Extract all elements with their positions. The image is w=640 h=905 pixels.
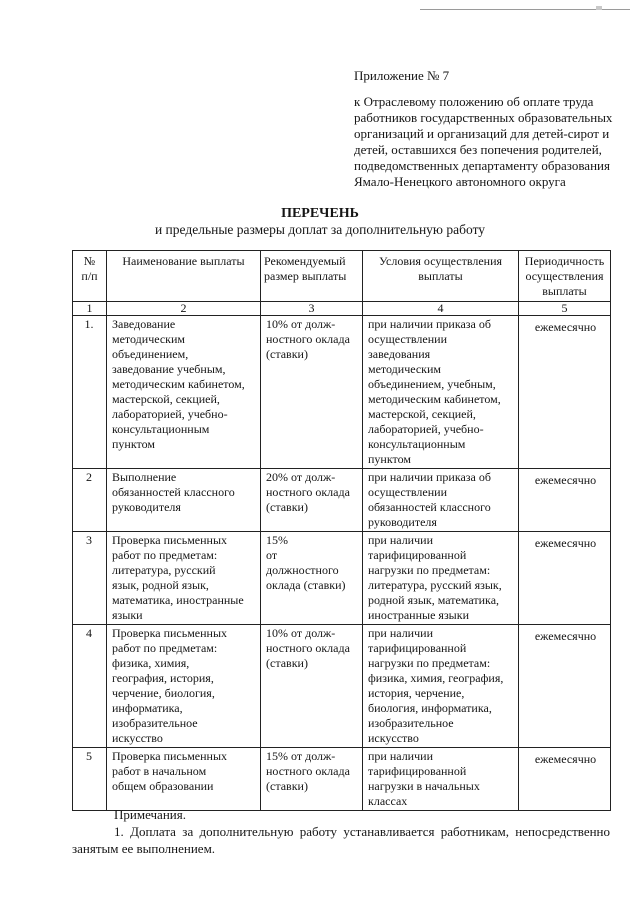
column-number: 5 bbox=[519, 302, 611, 316]
cell-line: тарифицированной bbox=[368, 548, 467, 562]
allowances-table bbox=[72, 250, 611, 811]
payment-period: ежемесячно bbox=[534, 752, 597, 766]
cell-line: классах bbox=[368, 794, 408, 808]
payment-conditions-cell bbox=[363, 469, 519, 532]
cell-line: осуществлении bbox=[368, 332, 447, 346]
notes-heading: Примечания. bbox=[114, 807, 186, 822]
cell-line: от bbox=[266, 548, 278, 562]
header-cell-period: Периодичность осуществления выплаты bbox=[519, 251, 611, 302]
appendix-line: работников государственных образовательных bbox=[354, 110, 613, 125]
cell-line: осуществлении bbox=[368, 485, 447, 499]
payment-size-cell bbox=[261, 625, 363, 748]
cell-line: (ставки) bbox=[266, 779, 308, 793]
cell-line: пунктом bbox=[368, 452, 411, 466]
cell-line: нагрузки в начальных bbox=[368, 779, 480, 793]
cell-line: тарифицированной bbox=[368, 764, 467, 778]
cell-line: нагрузки по предметам: bbox=[368, 656, 491, 670]
payment-period-cell bbox=[519, 469, 611, 532]
cell-line: 20% от долж- bbox=[266, 470, 336, 484]
row-number: 4 bbox=[86, 626, 92, 640]
cell-line: оклада (ставки) bbox=[266, 578, 346, 592]
cell-line: объединением, учебным, bbox=[368, 377, 496, 391]
payment-period-cell bbox=[519, 625, 611, 748]
appendix-line: организаций и организаций для детей-сирот и bbox=[354, 126, 610, 141]
payment-size-cell bbox=[261, 469, 363, 532]
table-header-row bbox=[73, 251, 611, 302]
note-item: 1. Доплата за дополнительную работу устанавливается работникам, непосредственно занятым ее выполнением. bbox=[72, 824, 610, 856]
cell-line: при наличии приказа об bbox=[368, 470, 491, 484]
row-number: 1. bbox=[84, 317, 94, 331]
payment-conditions-cell bbox=[363, 316, 519, 469]
appendix-line: подведомственных департаменту образования bbox=[354, 158, 610, 173]
document-heading bbox=[0, 206, 640, 238]
cell-line: методическим кабинетом, bbox=[112, 377, 245, 391]
cell-line: Проверка письменных bbox=[112, 749, 228, 763]
table-body bbox=[73, 251, 611, 811]
cell-line: лабораторией, учебно- bbox=[368, 422, 484, 436]
cell-line: физика, химия, bbox=[112, 656, 190, 670]
cell-line: искусство bbox=[368, 731, 419, 745]
cell-line: ностного оклада bbox=[266, 332, 350, 346]
payment-size-cell bbox=[261, 316, 363, 469]
cell-line: при наличии bbox=[368, 533, 433, 547]
table-row bbox=[73, 625, 611, 748]
cell-line: родной язык, математика, bbox=[368, 593, 500, 607]
cell-line: методическим кабинетом, bbox=[368, 392, 501, 406]
cell-line: руководителя bbox=[368, 515, 437, 529]
cell-line: 15% bbox=[266, 533, 288, 547]
cell-line: информатика, bbox=[112, 701, 183, 715]
appendix-line: к Отраслевому положению об оплате труда bbox=[354, 94, 594, 109]
cell-line: биология, информатика, bbox=[368, 701, 492, 715]
row-number-cell bbox=[73, 316, 107, 469]
cell-line: работ по предметам: bbox=[112, 641, 218, 655]
payment-name-cell bbox=[107, 748, 261, 811]
payment-period: ежемесячно bbox=[534, 629, 597, 643]
payment-period: ежемесячно bbox=[534, 536, 597, 550]
cell-line: методическим bbox=[368, 362, 442, 376]
cell-line: искусство bbox=[112, 731, 163, 745]
notes-section bbox=[72, 806, 610, 857]
payment-size-cell bbox=[261, 748, 363, 811]
cell-line: консультационным bbox=[112, 422, 210, 436]
cell-line: языки bbox=[112, 608, 143, 622]
cell-line: литература, русский язык, bbox=[368, 578, 502, 592]
cell-line: математика, иностранные bbox=[112, 593, 244, 607]
cell-line: общем образовании bbox=[112, 779, 214, 793]
cell-line: Выполнение bbox=[112, 470, 177, 484]
cell-line: обязанностей классного bbox=[368, 500, 491, 514]
cell-line: язык, родной язык, bbox=[112, 578, 209, 592]
payment-period: ежемесячно bbox=[534, 473, 597, 487]
payment-conditions-cell bbox=[363, 748, 519, 811]
cell-line: Проверка письменных bbox=[112, 533, 228, 547]
cell-line: физика, химия, география, bbox=[368, 671, 504, 685]
header-cell-number: № п/п bbox=[73, 251, 107, 302]
cell-line: черчение, биология, bbox=[112, 686, 215, 700]
table-row bbox=[73, 748, 611, 811]
cell-line: тарифицированной bbox=[368, 641, 467, 655]
cell-line: Проверка письменных bbox=[112, 626, 228, 640]
header-cell-conditions: Условия осуществления выплаты bbox=[363, 251, 519, 302]
cell-line: ностного оклада bbox=[266, 641, 350, 655]
cell-line: при наличии bbox=[368, 626, 433, 640]
header-cell-size: Рекомендуемый размер выплаты bbox=[261, 251, 363, 302]
table-row bbox=[73, 316, 611, 469]
row-number-cell bbox=[73, 532, 107, 625]
column-number-row bbox=[73, 302, 611, 316]
cell-line: при наличии bbox=[368, 749, 433, 763]
payment-name-cell bbox=[107, 532, 261, 625]
cell-line: мастерской, секцией, bbox=[368, 407, 476, 421]
cell-line: (ставки) bbox=[266, 656, 308, 670]
document-title: ПЕРЕЧЕНЬ bbox=[281, 206, 359, 221]
cell-line: ностного оклада bbox=[266, 485, 350, 499]
appendix-line: детей, оставшихся без попечения родителей, bbox=[354, 142, 602, 157]
cell-line: 15% от долж- bbox=[266, 749, 336, 763]
header-cell-name: Наименование выплаты bbox=[107, 251, 261, 302]
column-number: 1 bbox=[73, 302, 107, 316]
cell-line: 10% от долж- bbox=[266, 626, 336, 640]
row-number-cell bbox=[73, 469, 107, 532]
cell-line: руководителя bbox=[112, 500, 181, 514]
cell-line: иностранные языки bbox=[368, 608, 469, 622]
payment-period-cell bbox=[519, 532, 611, 625]
cell-line: история, черчение, bbox=[368, 686, 465, 700]
scan-mark bbox=[596, 6, 602, 10]
appendix-number: Приложение № 7 bbox=[354, 68, 450, 83]
cell-line: работ в начальном bbox=[112, 764, 207, 778]
cell-line: изобразительное bbox=[368, 716, 454, 730]
row-number-cell bbox=[73, 748, 107, 811]
cell-line: 10% от долж- bbox=[266, 317, 336, 331]
payment-name-cell bbox=[107, 316, 261, 469]
payment-period-cell bbox=[519, 748, 611, 811]
appendix-block bbox=[354, 68, 624, 190]
cell-line: Заведование bbox=[112, 317, 176, 331]
cell-line: ностного оклада bbox=[266, 764, 350, 778]
row-number: 3 bbox=[86, 533, 92, 547]
cell-line: (ставки) bbox=[266, 347, 308, 361]
cell-line: методическим bbox=[112, 332, 186, 346]
payment-conditions-cell bbox=[363, 625, 519, 748]
cell-line: заведования bbox=[368, 347, 431, 361]
document-subtitle: и предельные размеры доплат за дополнительную работу bbox=[154, 222, 486, 237]
appendix-line: Ямало-Ненецкого автономного округа bbox=[354, 174, 566, 189]
cell-line: мастерской, секцией, bbox=[112, 392, 220, 406]
cell-line: нагрузки по предметам: bbox=[368, 563, 491, 577]
payment-name-cell bbox=[107, 469, 261, 532]
column-number: 2 bbox=[107, 302, 261, 316]
table-row bbox=[73, 532, 611, 625]
payment-period: ежемесячно bbox=[534, 320, 597, 334]
cell-line: объединением, bbox=[112, 347, 189, 361]
row-number-cell bbox=[73, 625, 107, 748]
cell-line: пунктом bbox=[112, 437, 155, 451]
cell-line: литература, русский bbox=[112, 563, 216, 577]
cell-line: обязанностей классного bbox=[112, 485, 235, 499]
cell-line: консультационным bbox=[368, 437, 466, 451]
cell-line: заведование учебным, bbox=[112, 362, 226, 376]
payment-period-cell bbox=[519, 316, 611, 469]
row-number: 5 bbox=[86, 749, 92, 763]
cell-line: изобразительное bbox=[112, 716, 198, 730]
column-number: 3 bbox=[261, 302, 363, 316]
payment-size-cell bbox=[261, 532, 363, 625]
column-number: 4 bbox=[363, 302, 519, 316]
cell-line: (ставки) bbox=[266, 500, 308, 514]
cell-line: лабораторией, учебно- bbox=[112, 407, 228, 421]
payment-name-cell bbox=[107, 625, 261, 748]
cell-line: должностного bbox=[266, 563, 339, 577]
cell-line: география, история, bbox=[112, 671, 214, 685]
cell-line: работ по предметам: bbox=[112, 548, 218, 562]
cell-line: при наличии приказа об bbox=[368, 317, 491, 331]
payment-conditions-cell bbox=[363, 532, 519, 625]
row-number: 2 bbox=[86, 470, 92, 484]
table-row bbox=[73, 469, 611, 532]
